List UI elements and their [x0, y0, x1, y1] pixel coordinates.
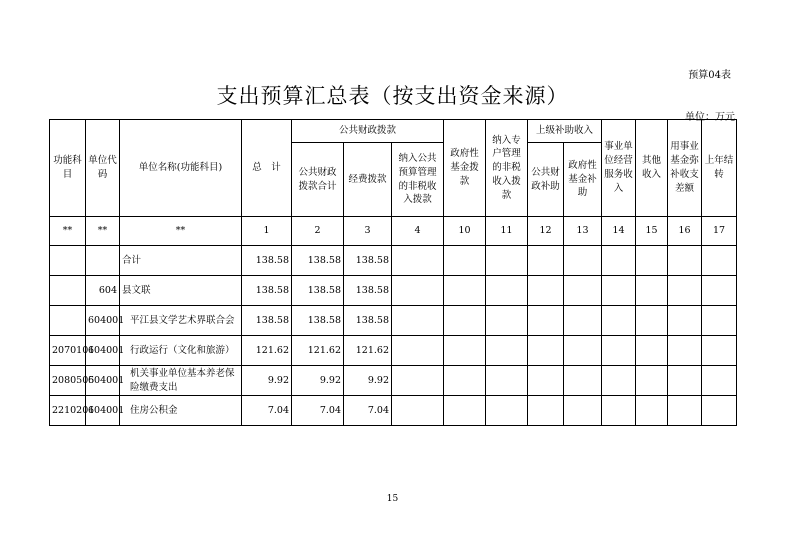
header-special-nontax: 纳入专户管理的非税收入拨款: [486, 120, 528, 217]
cell-empty: [636, 276, 668, 306]
cell-empty: [528, 396, 564, 426]
cell-pf-funding: 138.58: [344, 246, 392, 276]
index-cell: **: [86, 217, 120, 246]
cell-empty: [486, 336, 528, 366]
cell-empty: [702, 366, 737, 396]
cell-pf-subtotal: 9.92: [292, 366, 344, 396]
header-business-income: 事业单位经营服务收入: [602, 120, 636, 217]
page-number: 15: [386, 494, 399, 504]
cell-empty: [444, 336, 486, 366]
cell-empty: [602, 336, 636, 366]
header-carryover: 上年结转: [702, 120, 737, 217]
index-cell: 14: [602, 217, 636, 246]
cell-empty: [602, 246, 636, 276]
cell-total: 138.58: [242, 246, 292, 276]
cell-unit-code: 604001: [86, 366, 120, 396]
cell-empty: [564, 306, 602, 336]
cell-unit-name: 行政运行（文化和旅游）: [120, 336, 242, 366]
header-pf-funding: 经费拨款: [344, 143, 392, 217]
cell-empty: [444, 366, 486, 396]
cell-unit-code: 604001: [86, 306, 120, 336]
cell-empty: [668, 396, 702, 426]
index-cell: 12: [528, 217, 564, 246]
cell-empty: [702, 246, 737, 276]
table-row: [50, 306, 737, 336]
header-row-1: [50, 120, 737, 143]
cell-empty: [668, 366, 702, 396]
header-public-finance: 公共财政拨款: [292, 120, 444, 143]
cell-empty: [564, 276, 602, 306]
header-upper-public: 公共财政补助: [528, 143, 564, 217]
cell-empty: [392, 306, 444, 336]
cell-pf-subtotal: 121.62: [292, 336, 344, 366]
cell-empty: [702, 396, 737, 426]
cell-empty: [528, 306, 564, 336]
header-pf-subtotal: 公共财政拨款合计: [292, 143, 344, 217]
header-reserve: 用事业基金弥补收支差额: [668, 120, 702, 217]
index-cell: **: [50, 217, 86, 246]
header-total: 总 计: [242, 120, 292, 217]
cell-empty: [564, 336, 602, 366]
cell-total: 9.92: [242, 366, 292, 396]
cell-empty: [392, 366, 444, 396]
cell-func-code: 2210201: [50, 396, 86, 426]
cell-empty: [668, 276, 702, 306]
cell-unit-name: 住房公积金: [120, 396, 242, 426]
header-func-code: 功能科目: [50, 120, 86, 217]
table-row: [50, 246, 737, 276]
cell-total: 138.58: [242, 306, 292, 336]
cell-unit-code: 604: [86, 276, 120, 306]
cell-empty: [486, 366, 528, 396]
cell-empty: [602, 276, 636, 306]
index-cell: **: [120, 217, 242, 246]
table-row: [50, 336, 737, 366]
cell-empty: [444, 306, 486, 336]
index-cell: 2: [292, 217, 344, 246]
header-pf-nontax: 纳入公共预算管理的非税收入拨款: [392, 143, 444, 217]
cell-empty: [392, 246, 444, 276]
cell-func-code: 2080505: [50, 366, 86, 396]
cell-empty: [636, 306, 668, 336]
cell-empty: [528, 336, 564, 366]
index-cell: 11: [486, 217, 528, 246]
cell-total: 7.04: [242, 396, 292, 426]
cell-empty: [602, 396, 636, 426]
budget-table: [49, 119, 737, 426]
cell-empty: [702, 276, 737, 306]
cell-pf-subtotal: 7.04: [292, 396, 344, 426]
cell-empty: [392, 276, 444, 306]
cell-pf-subtotal: 138.58: [292, 246, 344, 276]
header-upper-gov-fund: 政府性基金补助: [564, 143, 602, 217]
cell-empty: [668, 306, 702, 336]
form-number: 预算04表: [688, 70, 731, 81]
cell-empty: [486, 246, 528, 276]
index-cell: 1: [242, 217, 292, 246]
cell-func-code: 2070101: [50, 336, 86, 366]
index-cell: 3: [344, 217, 392, 246]
cell-empty: [636, 246, 668, 276]
cell-empty: [486, 306, 528, 336]
cell-unit-name: 平江县文学艺术界联合会: [120, 306, 242, 336]
cell-empty: [636, 396, 668, 426]
cell-empty: [444, 246, 486, 276]
header-unit-name: 单位名称(功能科目): [120, 120, 242, 217]
cell-empty: [444, 396, 486, 426]
header-unit-code: 单位代码: [86, 120, 120, 217]
cell-empty: [636, 336, 668, 366]
cell-func-code: [50, 246, 86, 276]
header-other-income: 其他收入: [636, 120, 668, 217]
cell-unit-code: [86, 246, 120, 276]
cell-empty: [444, 276, 486, 306]
index-row: [50, 217, 737, 246]
cell-empty: [564, 366, 602, 396]
cell-pf-funding: 138.58: [344, 306, 392, 336]
cell-empty: [528, 276, 564, 306]
index-cell: 4: [392, 217, 444, 246]
cell-total: 138.58: [242, 276, 292, 306]
cell-empty: [602, 306, 636, 336]
cell-empty: [528, 366, 564, 396]
cell-pf-subtotal: 138.58: [292, 276, 344, 306]
table-row: [50, 276, 737, 306]
index-cell: 17: [702, 217, 737, 246]
cell-unit-name: 机关事业单位基本养老保险缴费支出: [120, 366, 242, 396]
cell-func-code: [50, 276, 86, 306]
cell-unit-code: 604001: [86, 336, 120, 366]
cell-empty: [486, 396, 528, 426]
cell-unit-name: 合计: [120, 246, 242, 276]
cell-empty: [528, 246, 564, 276]
index-cell: 13: [564, 217, 602, 246]
header-upper-subsidy: 上级补助收入: [528, 120, 602, 143]
cell-empty: [392, 336, 444, 366]
unit-label: 单位：万元: [685, 112, 735, 123]
cell-empty: [564, 246, 602, 276]
cell-func-code: [50, 306, 86, 336]
cell-total: 121.62: [242, 336, 292, 366]
cell-empty: [636, 366, 668, 396]
cell-unit-code: 604001: [86, 396, 120, 426]
cell-pf-funding: 9.92: [344, 366, 392, 396]
cell-empty: [602, 366, 636, 396]
index-cell: 16: [668, 217, 702, 246]
cell-empty: [702, 306, 737, 336]
cell-pf-funding: 121.62: [344, 336, 392, 366]
cell-empty: [486, 276, 528, 306]
table-row: [50, 366, 737, 396]
table-row: [50, 396, 737, 426]
cell-unit-name: 县文联: [120, 276, 242, 306]
cell-empty: [564, 396, 602, 426]
cell-pf-funding: 7.04: [344, 396, 392, 426]
cell-empty: [702, 336, 737, 366]
cell-pf-funding: 138.58: [344, 276, 392, 306]
cell-empty: [392, 396, 444, 426]
index-cell: 15: [636, 217, 668, 246]
header-gov-fund: 政府性基金拨款: [444, 120, 486, 217]
cell-pf-subtotal: 138.58: [292, 306, 344, 336]
page-title: 支出预算汇总表（按支出资金来源）: [216, 84, 569, 108]
cell-empty: [668, 336, 702, 366]
index-cell: 10: [444, 217, 486, 246]
cell-empty: [668, 246, 702, 276]
